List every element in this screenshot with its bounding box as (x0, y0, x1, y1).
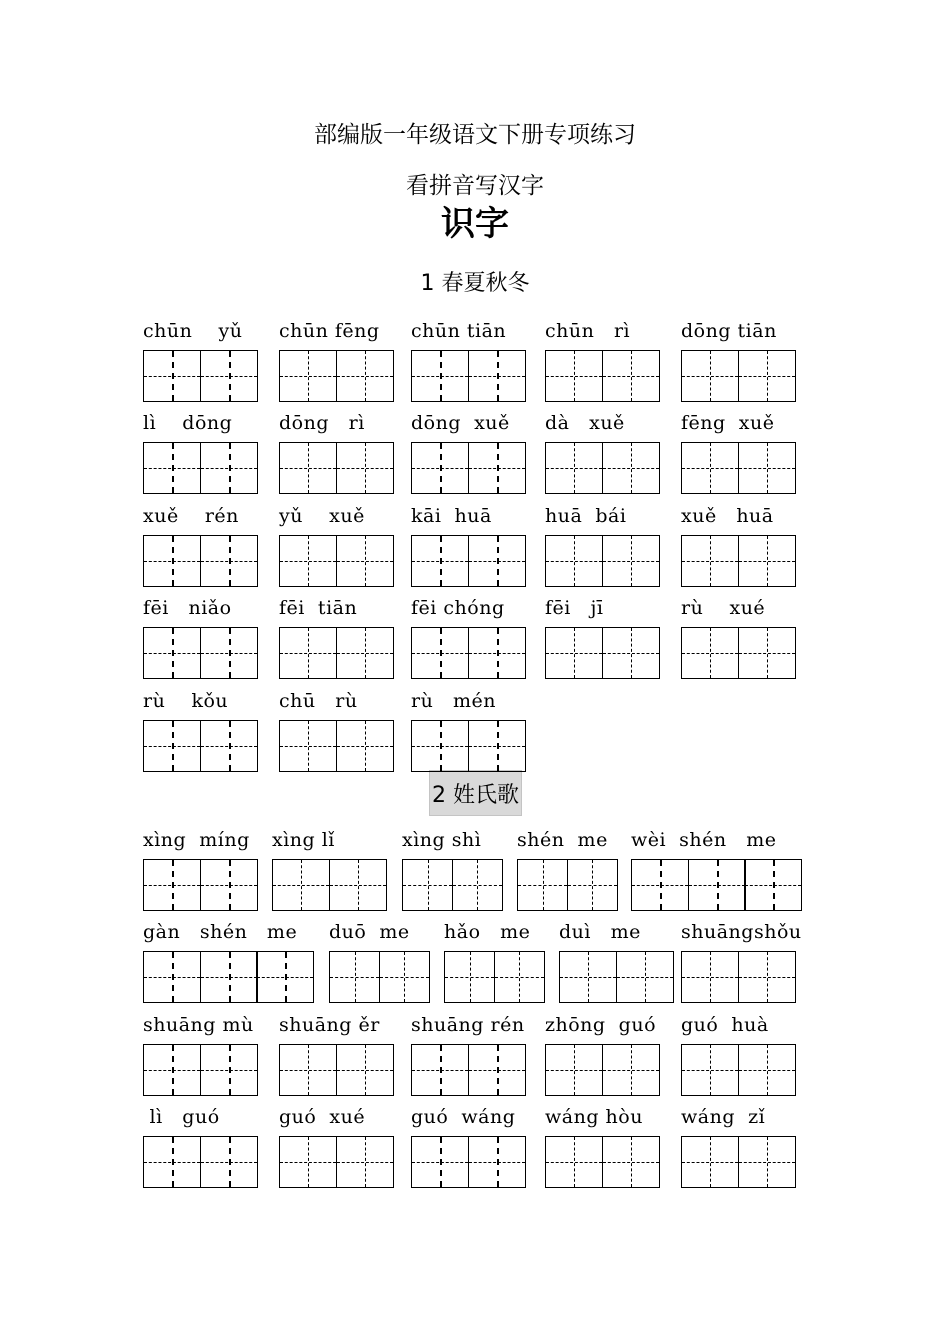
pinyin-label: fēng xuě (681, 412, 775, 434)
tianzige-cell[interactable] (738, 535, 796, 587)
writing-grid (545, 1044, 658, 1096)
pinyin-label: fēi tiān (279, 597, 358, 619)
tianzige-cell[interactable] (545, 350, 603, 402)
pinyin-label: chūn tiān (411, 320, 507, 342)
tianzige-cell[interactable] (681, 1044, 739, 1096)
writing-grid (279, 350, 392, 402)
tianzige-cell[interactable] (143, 951, 201, 1003)
writing-grid (143, 1044, 256, 1096)
page-subtitle: 看拼音写汉字 (406, 173, 544, 199)
writing-grid (411, 350, 524, 402)
pinyin-label: chūn yǔ (143, 320, 243, 342)
pinyin-label: dōng xuě (411, 412, 510, 434)
tianzige-cell[interactable] (738, 951, 796, 1003)
pinyin-label: duō me (329, 921, 410, 943)
pinyin-label: dōng tiān (681, 320, 777, 342)
tianzige-cell[interactable] (688, 859, 746, 911)
tianzige-cell[interactable] (279, 535, 337, 587)
tianzige-cell[interactable] (200, 1044, 258, 1096)
tianzige-cell[interactable] (681, 951, 739, 1003)
tianzige-cell[interactable] (631, 859, 689, 911)
pinyin-label: rù xué (681, 597, 766, 619)
writing-grid (681, 627, 794, 679)
pinyin-label: shuāng rén (411, 1014, 525, 1036)
writing-grid (279, 1136, 392, 1188)
writing-grid (272, 859, 385, 911)
tianzige-cell[interactable] (200, 442, 258, 494)
tianzige-cell[interactable] (200, 350, 258, 402)
writing-grid (681, 535, 794, 587)
pinyin-label: kāi huā (411, 505, 492, 527)
pinyin-label: chū rù (279, 690, 358, 712)
tianzige-cell[interactable] (200, 627, 258, 679)
pinyin-label: rù kǒu (143, 690, 229, 712)
tianzige-cell[interactable] (545, 442, 603, 494)
tianzige-cell[interactable] (468, 1136, 526, 1188)
tianzige-cell[interactable] (468, 720, 526, 772)
pinyin-label: yǔ xuě (279, 505, 365, 527)
writing-grid (143, 1136, 256, 1188)
pinyin-label: guó wáng (411, 1106, 516, 1128)
pinyin-label: hǎo me (444, 921, 531, 943)
unit-heading: 识字 (441, 204, 509, 244)
tianzige-cell[interactable] (272, 859, 330, 911)
tianzige-cell[interactable] (200, 859, 258, 911)
tianzige-cell[interactable] (411, 1136, 469, 1188)
pinyin-label: lì dōng (143, 412, 233, 434)
tianzige-cell[interactable] (602, 627, 660, 679)
tianzige-cell[interactable] (559, 951, 617, 1003)
tianzige-cell[interactable] (336, 442, 394, 494)
pinyin-label: chūn fēng (279, 320, 380, 342)
tianzige-cell[interactable] (517, 859, 568, 911)
tianzige-cell[interactable] (256, 951, 314, 1003)
tianzige-cell[interactable] (468, 535, 526, 587)
writing-grid (545, 535, 658, 587)
tianzige-cell[interactable] (411, 627, 469, 679)
tianzige-cell[interactable] (200, 535, 258, 587)
tianzige-cell[interactable] (143, 1136, 201, 1188)
tianzige-cell[interactable] (444, 951, 495, 1003)
tianzige-cell[interactable] (545, 535, 603, 587)
pinyin-label: guó xué (279, 1106, 366, 1128)
pinyin-label: wáng hòu (545, 1106, 643, 1128)
tianzige-cell[interactable] (411, 720, 469, 772)
tianzige-cell[interactable] (545, 1136, 603, 1188)
writing-grid (681, 1136, 794, 1188)
pinyin-label: shén me (517, 829, 608, 851)
pinyin-label: dōng rì (279, 412, 365, 434)
tianzige-cell[interactable] (411, 350, 469, 402)
pinyin-label: xuě huā (681, 505, 774, 527)
writing-grid (402, 859, 501, 911)
tianzige-cell[interactable] (143, 1044, 201, 1096)
writing-grid (279, 627, 392, 679)
tianzige-cell[interactable] (602, 350, 660, 402)
writing-grid (545, 442, 658, 494)
pinyin-label: zhōng guó (545, 1014, 657, 1036)
tianzige-cell[interactable] (143, 535, 201, 587)
tianzige-cell[interactable] (468, 350, 526, 402)
writing-grid (279, 1044, 392, 1096)
tianzige-cell[interactable] (411, 1044, 469, 1096)
tianzige-cell[interactable] (738, 627, 796, 679)
tianzige-cell[interactable] (336, 350, 394, 402)
writing-grid (143, 535, 256, 587)
writing-grid (545, 1136, 658, 1188)
pinyin-label: wèi shén me (631, 829, 777, 851)
tianzige-cell[interactable] (143, 442, 201, 494)
lesson-1-heading: 1 春夏秋冬 (420, 271, 530, 296)
pinyin-label: shuāngshǒu (681, 921, 802, 943)
pinyin-label: fēi chóng (411, 597, 505, 619)
pinyin-label: wáng zǐ (681, 1106, 766, 1128)
tianzige-cell[interactable] (279, 350, 337, 402)
writing-grid (279, 535, 392, 587)
tianzige-cell[interactable] (738, 350, 796, 402)
tianzige-cell[interactable] (143, 720, 201, 772)
tianzige-cell[interactable] (200, 1136, 258, 1188)
writing-grid (143, 350, 256, 402)
writing-grid (411, 720, 524, 772)
writing-grid (681, 350, 794, 402)
pinyin-label: gàn shén me (143, 921, 298, 943)
tianzige-cell[interactable] (329, 951, 380, 1003)
writing-grid (143, 951, 313, 1003)
tianzige-cell[interactable] (681, 627, 739, 679)
tianzige-cell[interactable] (738, 442, 796, 494)
lesson-2-heading (429, 770, 522, 816)
tianzige-cell[interactable] (744, 859, 802, 911)
writing-grid (279, 720, 392, 772)
tianzige-cell[interactable] (602, 1136, 660, 1188)
writing-grid (545, 627, 658, 679)
tianzige-cell[interactable] (143, 859, 201, 911)
pinyin-label: xìng shì (402, 829, 482, 851)
writing-grid (411, 535, 524, 587)
tianzige-cell[interactable] (279, 720, 337, 772)
tianzige-cell[interactable] (681, 535, 739, 587)
pinyin-label: fēi jī (545, 597, 604, 619)
tianzige-cell[interactable] (279, 442, 337, 494)
tianzige-cell[interactable] (279, 627, 337, 679)
writing-grid (517, 859, 616, 911)
tianzige-cell[interactable] (143, 627, 201, 679)
writing-grid (143, 859, 256, 911)
tianzige-cell[interactable] (545, 627, 603, 679)
tianzige-cell[interactable] (336, 627, 394, 679)
writing-grid (681, 951, 794, 1003)
pinyin-label: shuāng mù (143, 1014, 254, 1036)
pinyin-label: lì guó (143, 1106, 220, 1128)
tianzige-cell[interactable] (567, 859, 618, 911)
tianzige-cell[interactable] (602, 442, 660, 494)
pinyin-label: dà xuě (545, 412, 625, 434)
tianzige-cell[interactable] (411, 442, 469, 494)
tianzige-cell[interactable] (402, 859, 453, 911)
tianzige-cell[interactable] (336, 1044, 394, 1096)
tianzige-cell[interactable] (681, 442, 739, 494)
pinyin-label: xuě rén (143, 505, 239, 527)
tianzige-cell[interactable] (468, 627, 526, 679)
writing-grid (681, 442, 794, 494)
pinyin-label: shuāng ěr (279, 1014, 380, 1036)
tianzige-cell[interactable] (336, 1136, 394, 1188)
writing-grid (329, 951, 428, 1003)
page-title: 部编版一年级语文下册专项练习 (314, 122, 636, 148)
tianzige-cell[interactable] (336, 720, 394, 772)
writing-grid (681, 1044, 794, 1096)
tianzige-cell[interactable] (681, 1136, 739, 1188)
tianzige-cell[interactable] (411, 535, 469, 587)
tianzige-cell[interactable] (738, 1136, 796, 1188)
tianzige-cell[interactable] (738, 1044, 796, 1096)
tianzige-cell[interactable] (602, 535, 660, 587)
tianzige-cell[interactable] (468, 442, 526, 494)
writing-grid (143, 442, 256, 494)
writing-grid (411, 1136, 524, 1188)
writing-grid (411, 627, 524, 679)
pinyin-label: xìng míng (143, 829, 250, 851)
tianzige-cell[interactable] (329, 859, 387, 911)
pinyin-label: huā bái (545, 505, 627, 527)
writing-grid (143, 720, 256, 772)
writing-grid (411, 1044, 524, 1096)
lesson-2-heading-text: 2 姓氏歌 (432, 782, 519, 808)
writing-grid (279, 442, 392, 494)
pinyin-label: xìng lǐ (272, 829, 335, 851)
writing-grid (411, 442, 524, 494)
tianzige-cell[interactable] (279, 1044, 337, 1096)
tianzige-cell[interactable] (468, 1044, 526, 1096)
pinyin-label: chūn rì (545, 320, 631, 342)
writing-grid (444, 951, 543, 1003)
tianzige-cell[interactable] (279, 1136, 337, 1188)
pinyin-label: guó huà (681, 1014, 769, 1036)
tianzige-cell[interactable] (200, 720, 258, 772)
pinyin-label: fēi niǎo (143, 597, 232, 619)
tianzige-cell[interactable] (616, 951, 674, 1003)
pinyin-label: duì me (559, 921, 641, 943)
tianzige-cell[interactable] (452, 859, 503, 911)
tianzige-cell[interactable] (336, 535, 394, 587)
writing-grid (545, 350, 658, 402)
tianzige-cell[interactable] (602, 1044, 660, 1096)
pinyin-label: rù mén (411, 690, 496, 712)
tianzige-cell[interactable] (200, 951, 258, 1003)
tianzige-cell[interactable] (494, 951, 545, 1003)
tianzige-cell[interactable] (143, 350, 201, 402)
writing-grid (559, 951, 672, 1003)
tianzige-cell[interactable] (379, 951, 430, 1003)
writing-grid (143, 627, 256, 679)
tianzige-cell[interactable] (545, 1044, 603, 1096)
writing-grid (631, 859, 801, 911)
tianzige-cell[interactable] (681, 350, 739, 402)
